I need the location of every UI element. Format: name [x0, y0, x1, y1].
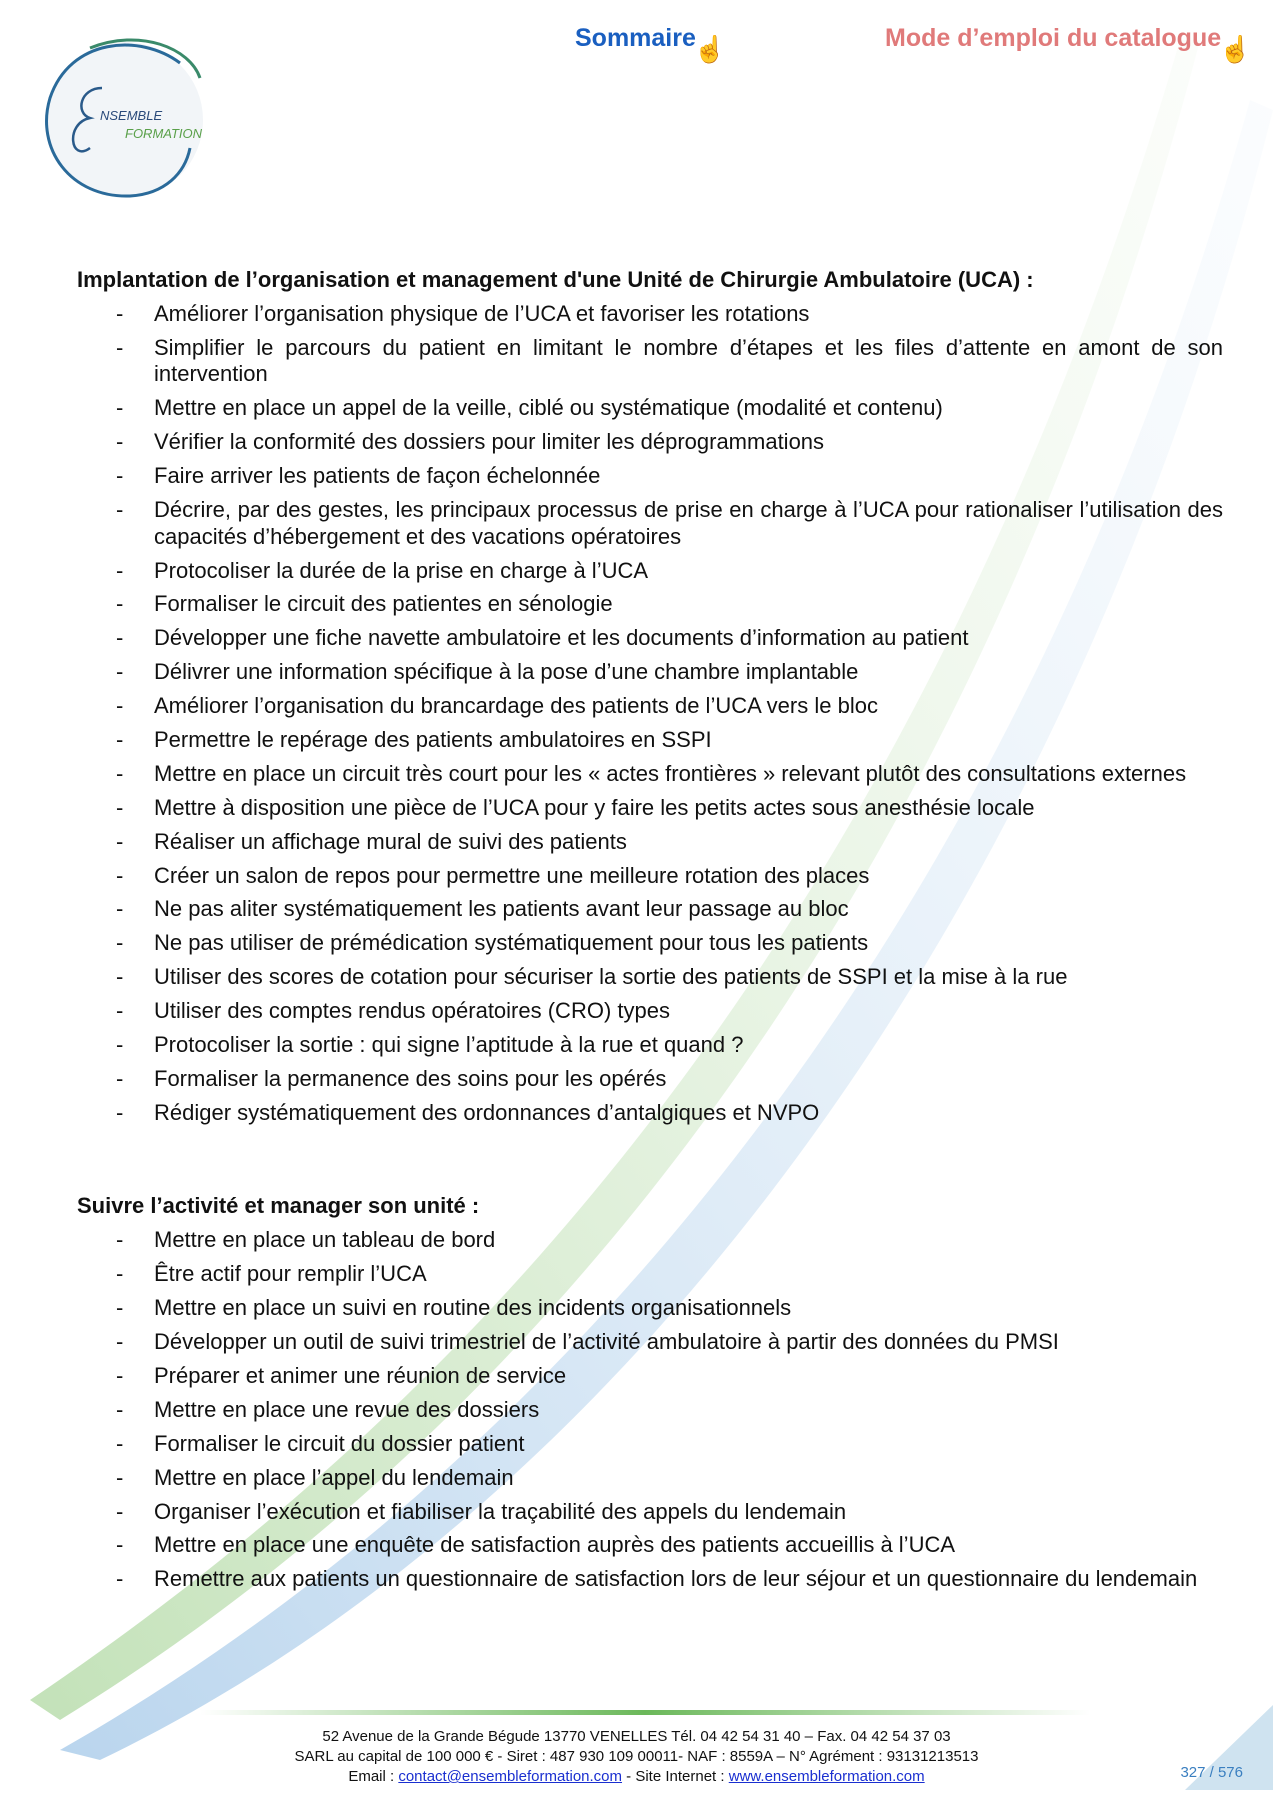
bullet-dash: -	[116, 301, 124, 326]
list-item	[77, 335, 1223, 388]
bullet-dash: -	[116, 591, 124, 617]
list-item-text: Ne pas aliter systématiquement les patients avant leur passage au bloc	[154, 896, 849, 922]
list-item-text: Protocoliser la durée de la prise en charge à l’UCA	[154, 557, 649, 583]
mode-emploi-label: Mode d’emploi du catalogue	[885, 24, 1222, 52]
bullet-dash: -	[116, 1261, 124, 1287]
list-item-text: Développer un outil de suivi trimestriel de l’activité ambulatoire à partir des données du PMSI	[154, 1329, 1059, 1355]
footer-address: 52 Avenue de la Grande Bégude 13770 VENELLES Tél. 04 42 54 31 40 – Fax. 04 42 54 37 03	[322, 1728, 951, 1745]
bullet-dash: -	[116, 659, 124, 685]
list-item	[77, 558, 1223, 585]
list-item	[77, 1532, 1223, 1559]
list-item	[77, 1100, 1223, 1127]
list-item	[77, 301, 1223, 328]
list-item	[77, 1397, 1223, 1424]
section-suivre-activite	[77, 1192, 1223, 1593]
list-item-text: Être actif pour remplir l’UCA	[154, 1261, 427, 1287]
bullet-dash: -	[116, 429, 124, 455]
list-item-text: Mettre en place une revue des dossiers	[154, 1396, 540, 1422]
bullet-dash: -	[116, 1099, 124, 1125]
list-item-text: Vérifier la conformité des dossiers pour limiter les déprogrammations	[154, 429, 825, 455]
list-item-text: Organiser l’exécution et fiabiliser la traçabilité des appels du lendemain	[154, 1498, 847, 1524]
list-item-text: Préparer et animer une réunion de service	[154, 1362, 567, 1388]
list-item-text: Simplifier le parcours du patient en limitant le nombre d’étapes et les files d’attente en amont de son intervention	[154, 334, 1223, 387]
mode-emploi-link[interactable]	[885, 24, 1252, 65]
sommaire-label: Sommaire	[575, 24, 696, 52]
bullet-dash: -	[116, 1430, 124, 1456]
list-item	[77, 429, 1223, 456]
list-item	[77, 1032, 1223, 1059]
list-item	[77, 591, 1223, 618]
list-item	[77, 863, 1223, 890]
page-content	[77, 266, 1223, 1600]
svg-text:NSEMBLE: NSEMBLE	[100, 108, 163, 123]
list-item	[77, 463, 1223, 490]
list-item	[77, 896, 1223, 923]
list-item-text: Protocoliser la sortie : qui signe l’aptitude à la rue et quand ?	[154, 1032, 744, 1057]
list-item-text: Réaliser un affichage mural de suivi des patients	[154, 828, 627, 854]
list-item-text: Améliorer l’organisation physique de l’UCA et favoriser les rotations	[154, 301, 810, 326]
list-item-text: Mettre à disposition une pièce de l’UCA pour y faire les petits actes sous anesthésie locale	[154, 794, 1035, 820]
email-link[interactable]: contact@ensembleformation.com	[398, 1768, 623, 1785]
list-item-text: Ne pas utiliser de prémédication systématiquement pour tous les patients	[154, 930, 869, 956]
objectives-list	[77, 1227, 1223, 1593]
bullet-dash: -	[116, 693, 124, 719]
pointing-hand-icon: ☝	[693, 34, 727, 64]
bullet-dash: -	[116, 1464, 124, 1490]
list-item-text: Utiliser des comptes rendus opératoires (CRO) types	[154, 998, 670, 1024]
bullet-dash: -	[116, 1396, 124, 1422]
bullet-dash: -	[116, 794, 124, 820]
list-item-text: Mettre en place un circuit très court pour les « actes frontières » relevant plutôt des consultations externes	[154, 760, 1187, 786]
list-item	[77, 693, 1223, 720]
list-item	[77, 395, 1223, 422]
list-item-text: Développer une fiche navette ambulatoire et les documents d’information au patient	[154, 625, 969, 651]
page-number: 327 / 576	[1180, 1764, 1243, 1781]
list-item-text: Formaliser le circuit des patientes en sénologie	[154, 591, 613, 617]
list-item-text: Formaliser la permanence des soins pour les opérés	[154, 1065, 667, 1091]
bullet-dash: -	[116, 760, 124, 786]
list-item-text: Mettre en place un appel de la veille, ciblé ou systématique (modalité et contenu)	[154, 395, 943, 421]
objectives-list	[77, 301, 1223, 1126]
bullet-dash: -	[116, 1227, 124, 1253]
bullet-dash: -	[116, 625, 124, 651]
section-implantation	[77, 266, 1223, 1126]
section-title: Implantation de l’organisation et management d'une Unité de Chirurgie Ambulatoire (UCA) :	[77, 267, 1034, 292]
list-item	[77, 964, 1223, 991]
pointing-hand-icon: ☝	[1219, 34, 1252, 64]
bullet-dash: -	[116, 1329, 124, 1355]
list-item-text: Délivrer une information spécifique à la pose d’une chambre implantable	[154, 659, 859, 685]
bullet-dash: -	[116, 1065, 124, 1091]
bullet-dash: -	[116, 862, 124, 888]
footer-divider	[200, 1710, 1090, 1715]
list-item-text: Mettre en place l’appel du lendemain	[154, 1464, 514, 1490]
list-item-text: Utiliser des scores de cotation pour sécuriser la sortie des patients de SSPI et la mise à la rue	[154, 964, 1068, 990]
list-item	[77, 930, 1223, 957]
list-item	[77, 1431, 1223, 1458]
footer-contact	[0, 1767, 1273, 1787]
list-item	[77, 497, 1223, 550]
list-item-text: Améliorer l’organisation du brancardage des patients de l’UCA vers le bloc	[154, 693, 878, 719]
bullet-dash: -	[116, 828, 124, 854]
list-item-text: Remettre aux patients un questionnaire de satisfaction lors de leur séjour et un questionnaire du lendemain	[154, 1566, 1198, 1592]
site-label: - Site Internet :	[622, 1768, 729, 1785]
bullet-dash: -	[116, 1532, 124, 1558]
bullet-dash: -	[116, 334, 124, 360]
sommaire-link[interactable]	[575, 24, 726, 65]
bullet-dash: -	[116, 726, 124, 752]
list-item-text: Mettre en place une enquête de satisfaction auprès des patients accueillis à l’UCA	[154, 1532, 956, 1558]
list-item	[77, 1329, 1223, 1356]
list-item	[77, 727, 1223, 754]
email-label: Email :	[348, 1768, 399, 1785]
footer-company-info: SARL au capital de 100 000 € - Siret : 487 930 109 00011- NAF : 8559A – N° Agrément : 93131213513	[294, 1748, 979, 1765]
list-item	[77, 1066, 1223, 1093]
list-item	[77, 1499, 1223, 1526]
bullet-dash: -	[116, 1498, 124, 1524]
list-item	[77, 1363, 1223, 1390]
bullet-dash: -	[116, 395, 124, 421]
bullet-dash: -	[116, 557, 124, 583]
list-item-text: Mettre en place un suivi en routine des incidents organisationnels	[154, 1295, 792, 1321]
list-item	[77, 1227, 1223, 1254]
bullet-dash: -	[116, 497, 124, 523]
list-item	[77, 1465, 1223, 1492]
bullet-dash: -	[116, 1295, 124, 1321]
bullet-dash: -	[116, 964, 124, 990]
list-item-text: Rédiger systématiquement des ordonnances d’antalgiques et NVPO	[154, 1099, 820, 1125]
list-item	[77, 659, 1223, 686]
list-item-text: Formaliser le circuit du dossier patient	[154, 1430, 525, 1456]
list-item	[77, 795, 1223, 822]
bullet-dash: -	[116, 1362, 124, 1388]
bullet-dash: -	[116, 896, 124, 922]
list-item	[77, 998, 1223, 1025]
list-item-text: Décrire, par des gestes, les principaux processus de prise en charge à l’UCA pour rationaliser l’utilisation des capacités d’hébergement et des vacations opératoires	[154, 497, 1223, 549]
bullet-dash: -	[116, 1566, 124, 1592]
list-item	[77, 1295, 1223, 1322]
list-item-text: Permettre le repérage des patients ambulatoires en SSPI	[154, 726, 712, 752]
bullet-dash: -	[116, 930, 124, 956]
bullet-dash: -	[116, 463, 124, 489]
svg-text:FORMATION: FORMATION	[125, 126, 203, 141]
list-item	[77, 625, 1223, 652]
list-item	[77, 761, 1223, 788]
bullet-dash: -	[116, 998, 124, 1024]
list-item	[77, 829, 1223, 856]
website-link[interactable]: www.ensembleformation.com	[728, 1768, 925, 1785]
section-title: Suivre l’activité et manager son unité :	[77, 1193, 480, 1219]
footer	[0, 1727, 1273, 1787]
list-item-text: Mettre en place un tableau de bord	[154, 1227, 496, 1253]
ensemble-formation-logo	[30, 28, 230, 203]
bullet-dash: -	[116, 1032, 124, 1057]
list-item	[77, 1261, 1223, 1288]
list-item	[77, 1566, 1223, 1593]
list-item-text: Créer un salon de repos pour permettre une meilleure rotation des places	[154, 862, 870, 888]
list-item-text: Faire arriver les patients de façon échelonnée	[154, 463, 601, 489]
